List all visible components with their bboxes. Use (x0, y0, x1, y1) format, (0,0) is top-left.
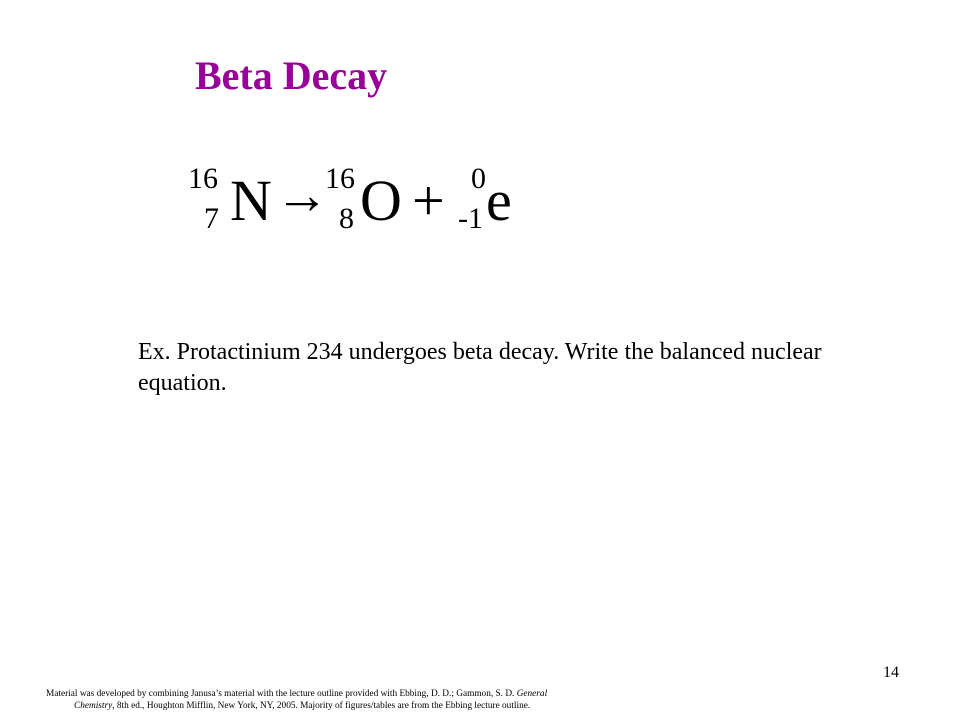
footnote-line2 (46, 700, 686, 712)
page-number: 14 (883, 664, 899, 681)
slide-title: Beta Decay (195, 53, 388, 98)
reaction-arrow: → (275, 165, 329, 225)
nitrogen-atomic-number: 7 (204, 202, 219, 235)
footnote (46, 688, 686, 712)
oxygen-symbol: O (360, 168, 402, 233)
nitrogen-symbol: N (230, 168, 272, 233)
example-problem: Ex. Protactinium 234 undergoes beta decay. Write the balanced nuclear equation. (138, 339, 822, 396)
oxygen-atomic-number: 8 (339, 202, 354, 235)
oxygen-mass-number: 16 (325, 162, 355, 195)
nuclear-equation (186, 158, 526, 238)
electron-mass-number: 0 (471, 162, 486, 195)
nitrogen-mass-number: 16 (188, 162, 218, 195)
plus-sign: + (412, 168, 445, 233)
electron-symbol: e (486, 168, 512, 233)
footnote-line1-text: Material was developed by combining Janusa’s material with the lecture outline provided with Ebbing, D. D.; Gammon, S. D. (46, 689, 517, 699)
electron-charge: -1 (458, 202, 483, 235)
footnote-line2-italic: Chemistry (74, 701, 113, 711)
footnote-line1-italic: General (516, 689, 548, 699)
footnote-line2-text: , 8th ed., Houghton Mifflin, New York, NY, 2005. Majority of figures/tables are from the Ebbing lecture outline. (112, 701, 531, 711)
